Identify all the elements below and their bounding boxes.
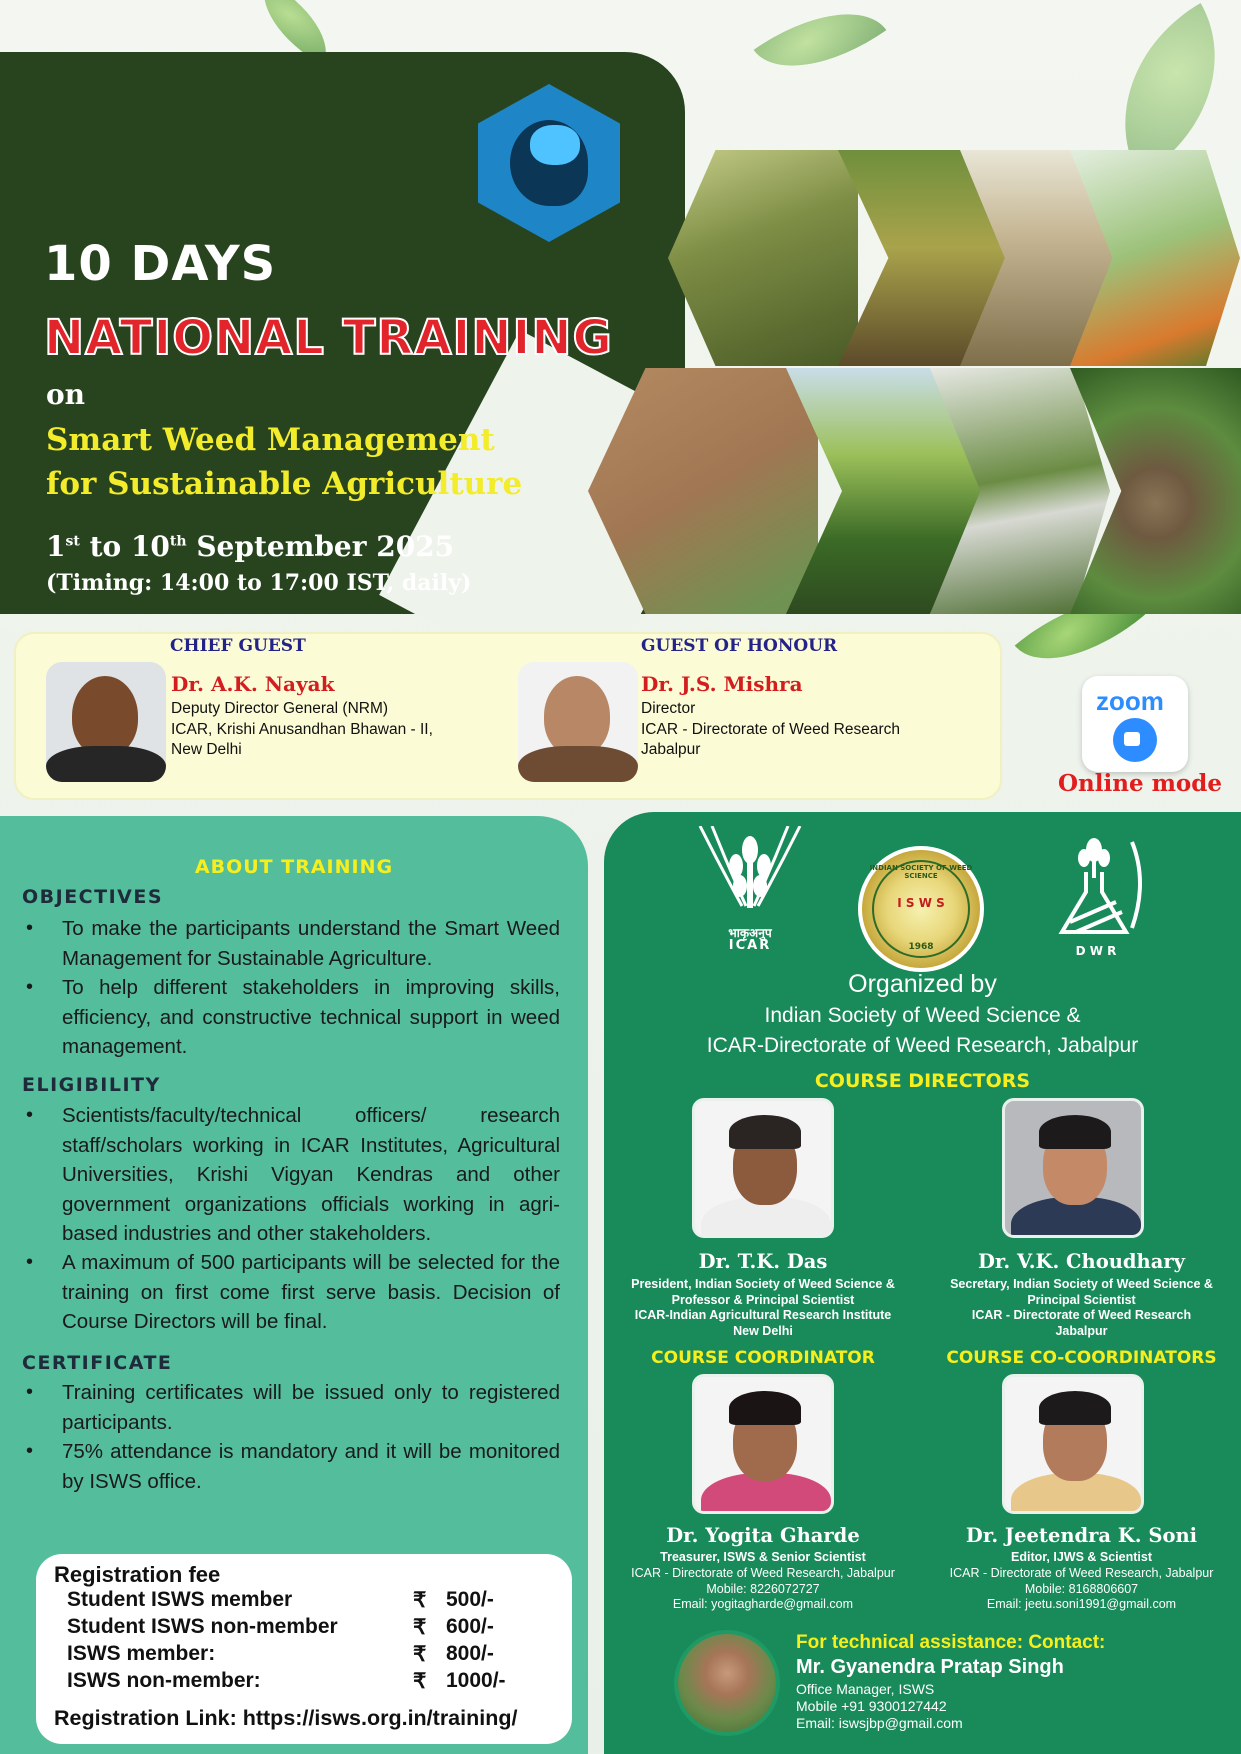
isws-letters: I S W S bbox=[897, 896, 945, 910]
isws-year: 1968 bbox=[908, 942, 934, 952]
icar-hindi-text: भाकृअनुप bbox=[728, 926, 772, 940]
director-photo bbox=[1002, 1098, 1144, 1238]
organizer-line-1: Indian Society of Weed Science & bbox=[764, 1004, 1081, 1027]
duration-title: 10 DAYS bbox=[44, 236, 277, 292]
wheat-sheaf-icon bbox=[690, 826, 810, 912]
registration-fee-title: Registration fee bbox=[54, 1562, 221, 1587]
coordinator-name: Dr. Yogita Gharde bbox=[666, 1524, 860, 1547]
training-dates: 1st to 10th September 2025 bbox=[46, 530, 455, 563]
national-training-title: NATIONAL TRAINING bbox=[44, 310, 613, 366]
director-details: President, Indian Society of Weed Science & Professor & Principal Scientist ICAR-Indian Agricultural Research Institute New Delhi bbox=[631, 1277, 895, 1338]
zoom-wordmark: zoom bbox=[1096, 686, 1164, 716]
chief-guest-photo bbox=[46, 662, 166, 782]
technical-contact-email[interactable]: Email: iswsjbp@gmail.com bbox=[796, 1715, 963, 1731]
on-text: on bbox=[46, 378, 86, 411]
co-coordinator-details: ICAR - Directorate of Weed Research, Jabalpur Mobile: 8168806607 Email: jeetu.soni1991@gmail.com bbox=[949, 1566, 1214, 1611]
photo-wheat-field bbox=[668, 150, 858, 366]
objective-item: • To make the participants understand the Smart Weed Management for Sustainable Agriculture. bbox=[26, 917, 560, 970]
co-coordinator-role: Editor, IJWS & Scientist bbox=[1011, 1550, 1152, 1564]
fee-row: ISWS member: ₹ 800/- bbox=[67, 1642, 494, 1666]
technical-contact-name: Mr. Gyanendra Pratap Singh bbox=[796, 1656, 1064, 1678]
chief-guest-label: CHIEF GUEST bbox=[170, 636, 306, 656]
isws-ring-text: INDIAN SOCIETY OF WEED SCIENCE bbox=[869, 864, 973, 880]
about-training-heading: ABOUT TRAINING bbox=[194, 856, 394, 878]
fee-row: ISWS non-member: ₹ 1000/- bbox=[67, 1669, 506, 1693]
icar-logo bbox=[690, 826, 810, 956]
certificate-item: • 75% attendance is mandatory and it will be monitored by ISWS office. bbox=[26, 1440, 560, 1493]
course-co-coordinators-heading: COURSE CO-COORDINATORS bbox=[946, 1348, 1217, 1368]
technical-assistance-heading: For technical assistance: Contact: bbox=[796, 1632, 1106, 1653]
objectives-heading: OBJECTIVES bbox=[22, 886, 164, 908]
flask-plant-icon bbox=[1056, 832, 1148, 942]
fee-row: Student ISWS non-member ₹ 600/- bbox=[67, 1615, 494, 1639]
chief-guest-details: Deputy Director General (NRM) ICAR, Krishi Anusandhan Bhawan - II, New Delhi bbox=[171, 700, 433, 758]
eligibility-heading: ELIGIBILITY bbox=[22, 1074, 161, 1096]
director-name: Dr. V.K. Choudhary bbox=[978, 1250, 1185, 1273]
brain-icon bbox=[530, 125, 580, 165]
leaf-decoration bbox=[754, 0, 887, 99]
co-coordinator-photo bbox=[1002, 1374, 1144, 1514]
topic-line-1: Smart Weed Management bbox=[46, 422, 495, 458]
icar-text: ICAR bbox=[728, 938, 772, 953]
certificate-item: • Training certificates will be issued only to registered participants. bbox=[26, 1381, 560, 1434]
certificate-heading: CERTIFICATE bbox=[22, 1352, 173, 1374]
technical-contact-photo bbox=[674, 1630, 780, 1736]
guest-of-honour-name: Dr. J.S. Mishra bbox=[641, 672, 803, 696]
technical-contact-role: Office Manager, ISWS bbox=[796, 1681, 935, 1697]
coordinator-details: ICAR - Directorate of Weed Research, Jabalpur Mobile: 8226072727 Email: yogitagharde@gmail.com bbox=[631, 1566, 895, 1611]
training-timing: (Timing: 14:00 to 17:00 IST, daily) bbox=[46, 570, 472, 596]
organizer-line-2: ICAR-Directorate of Weed Research, Jabalpur bbox=[706, 1034, 1139, 1057]
course-directors-heading: COURSE DIRECTORS bbox=[814, 1070, 1031, 1092]
dwr-text: D W R bbox=[1075, 944, 1117, 958]
organized-by-label: Organized by bbox=[848, 970, 997, 998]
course-coordinator-heading: COURSE COORDINATOR bbox=[651, 1348, 875, 1368]
training-topic bbox=[46, 418, 522, 506]
camera-glyph-icon bbox=[1124, 732, 1140, 746]
chief-guest-name: Dr. A.K. Nayak bbox=[171, 672, 335, 696]
dwr-logo bbox=[1056, 832, 1148, 962]
coordinator-role: Treasurer, ISWS & Senior Scientist bbox=[660, 1550, 866, 1564]
guest-of-honour-details: Director ICAR - Directorate of Weed Research Jabalpur bbox=[641, 700, 901, 758]
guest-of-honour-photo bbox=[518, 662, 638, 782]
technical-contact-mobile: Mobile +91 9300127442 bbox=[796, 1698, 947, 1714]
eligibility-item: • A maximum of 500 participants will be selected for the training on first come first serve basis. Decision of Course Directors will be final. bbox=[26, 1251, 560, 1333]
director-details: Secretary, Indian Society of Weed Science & Principal Scientist ICAR - Directorate of Weed Research Jabalpur bbox=[950, 1277, 1213, 1338]
online-mode-label: Online mode bbox=[1058, 770, 1222, 797]
director-photo bbox=[692, 1098, 834, 1238]
co-coordinator-name: Dr. Jeetendra K. Soni bbox=[965, 1524, 1198, 1547]
director-name: Dr. T.K. Das bbox=[698, 1250, 828, 1273]
objective-item: • To help different stakeholders in improving skills, efficiency, and constructive technical support in weed management. bbox=[26, 976, 560, 1058]
guest-of-honour-label: GUEST OF HONOUR bbox=[641, 636, 838, 656]
registration-link[interactable]: Registration Link: https://isws.org.in/training/ bbox=[54, 1706, 518, 1730]
topic-line-2: for Sustainable Agriculture bbox=[46, 466, 523, 502]
eligibility-item: • Scientists/faculty/technical officers/ research staff/scholars working in ICAR Institutes, Agricultural Universities, Krishi Vigyan Kendras and other government organizations officials working in agri-based industries and other stakeholders. bbox=[26, 1104, 560, 1245]
isws-logo bbox=[858, 846, 984, 972]
fee-row: Student ISWS member ₹ 500/- bbox=[67, 1588, 494, 1612]
coordinator-photo bbox=[692, 1374, 834, 1514]
